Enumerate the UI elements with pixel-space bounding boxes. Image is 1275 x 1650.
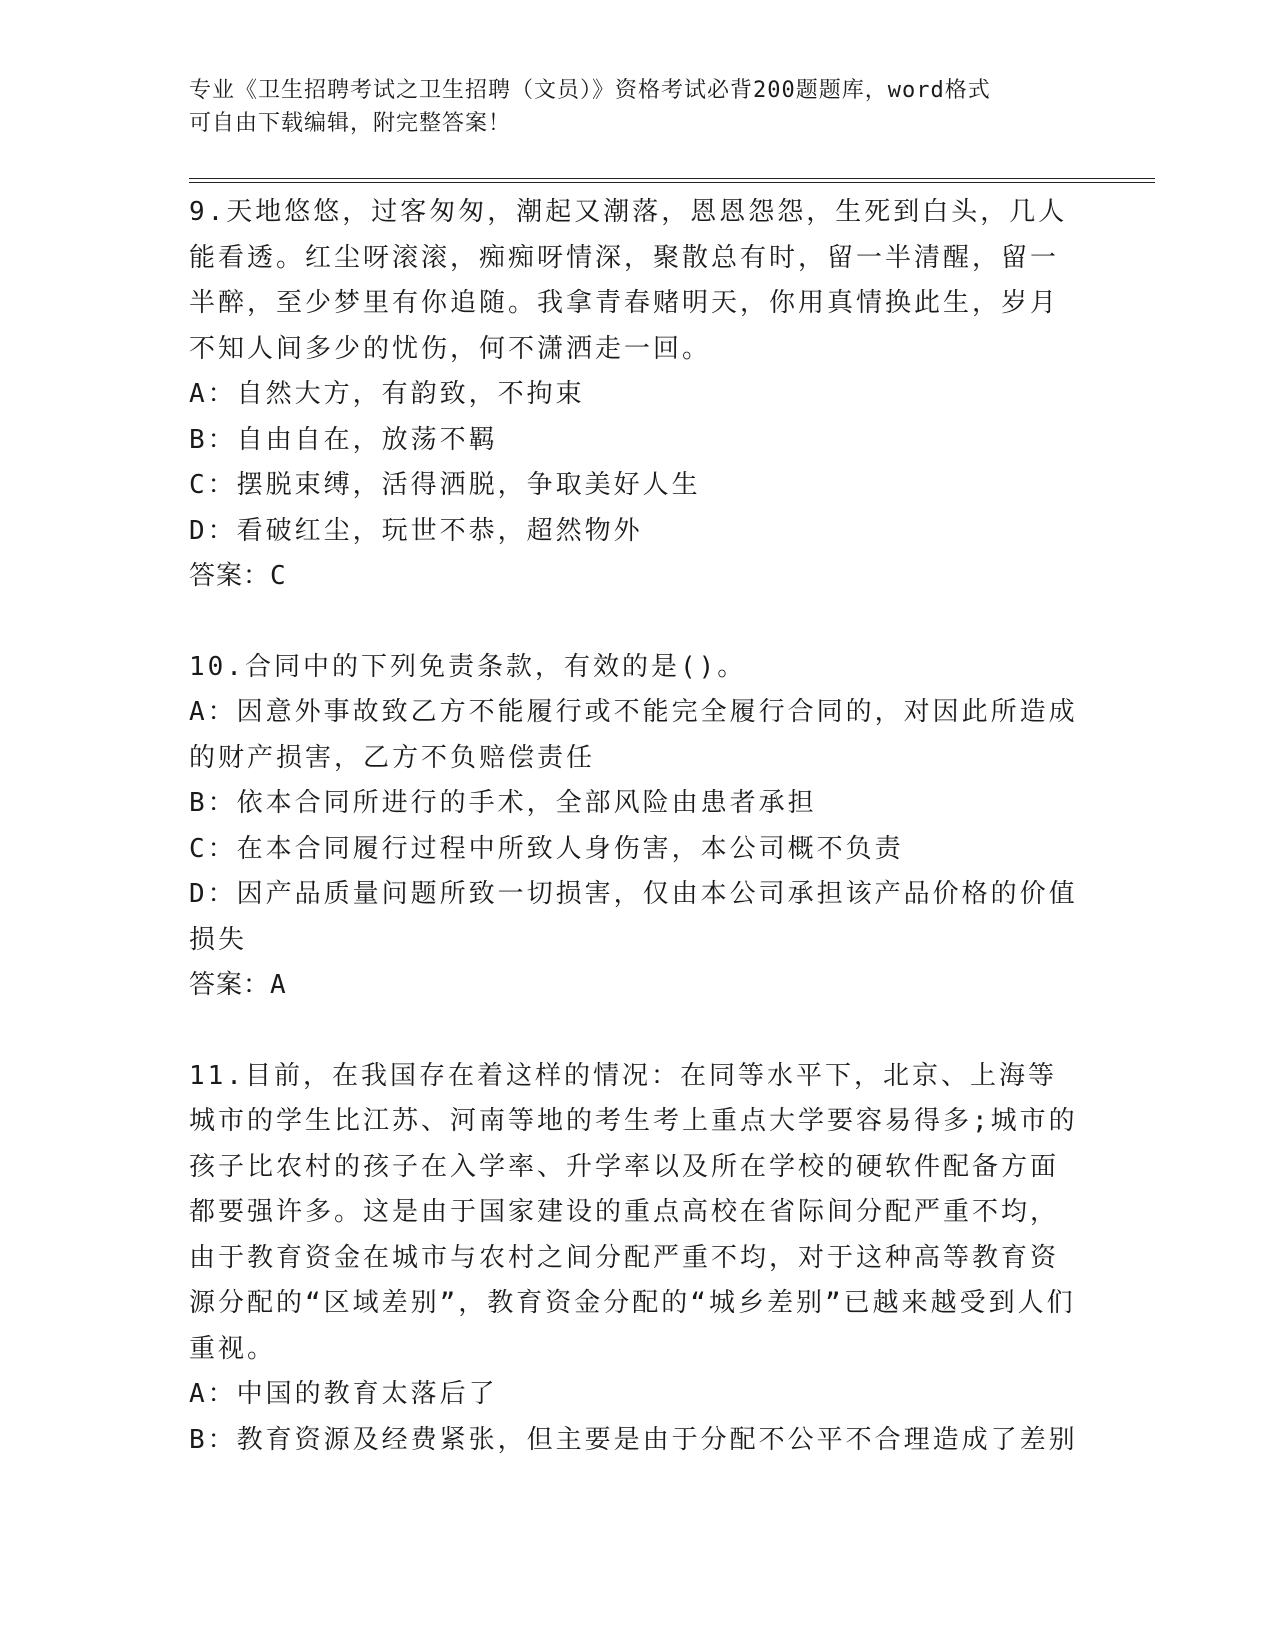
- answer-line: [189, 963, 1079, 1009]
- answer-value: A: [270, 970, 287, 1000]
- question-stem: 11.目前，在我国存在着这样的情况：在同等水平下，北京、上海等城市的学生比江苏、河南等地的考生考上重点大学要容易得多;城市的孩子比农村的孩子在入学率、升学率以及所在学校的硬软件配备方面都要强许多。这是由于国家建设的重点高校在省际间分配严重不均，由于教育资金在城市与农村之间分配严重不均，对于这种高等教育资源分配的“区域差别”，教育资金分配的“城乡差别”已越来越受到人们重视。: [189, 1060, 1078, 1364]
- option-b: B：教育资源及经费紧张，但主要是由于分配不公平不合理造成了差别: [189, 1424, 1078, 1455]
- option-b: B：依本合同所进行的手术，全部风险由患者承担: [189, 788, 817, 818]
- header-line-2: 可自由下载编辑，附完整答案！: [189, 111, 512, 136]
- header-divider: [189, 178, 1155, 183]
- question-stem: 10.合同中的下列免责条款，有效的是()。: [189, 651, 747, 682]
- header-line-1: 专业《卫生招聘考试之卫生招聘（文员）》资格考试必背200题题库，word格式: [189, 78, 991, 103]
- question-10: [189, 645, 1079, 1009]
- answer-label: 答案：: [189, 561, 271, 591]
- question-stem: 9.天地悠悠，过客匆匆，潮起又潮落，恩恩怨怨，生死到白头，几人能看透。红尘呀滚滚，痴痴呀情深，聚散总有时，留一半清醒，留一半醉，至少梦里有你追随。我拿青春赌明天，你用真情换此生，岁月不知人间多少的忧伤，何不潇洒走一回。: [189, 197, 1068, 364]
- option-b: B：自由自在，放荡不羁: [189, 424, 498, 455]
- question-list: [189, 190, 1079, 1463]
- document-header: [189, 74, 1079, 140]
- option-c: C：摆脱束缚，活得洒脱，争取美好人生: [189, 470, 701, 500]
- answer-label: 答案：: [189, 970, 271, 1000]
- answer-line: [189, 554, 1079, 600]
- option-a: A：中国的教育太落后了: [189, 1379, 498, 1409]
- option-a: A：自然大方，有韵致，不拘束: [189, 379, 585, 409]
- option-d: D：因产品质量问题所致一切损害，仅由本公司承担该产品价格的价值损失: [189, 879, 1078, 955]
- question-11: [189, 1054, 1079, 1464]
- question-9: [189, 190, 1079, 600]
- option-d: D：看破红尘，玩世不恭，超然物外: [189, 515, 643, 546]
- option-a: A：因意外事故致乙方不能履行或不能完全履行合同的，对因此所造成的财产损害，乙方不负赔偿责任: [189, 697, 1078, 773]
- answer-value: C: [270, 561, 287, 591]
- option-c: C：在本合同履行过程中所致人身伤害，本公司概不负责: [189, 833, 904, 864]
